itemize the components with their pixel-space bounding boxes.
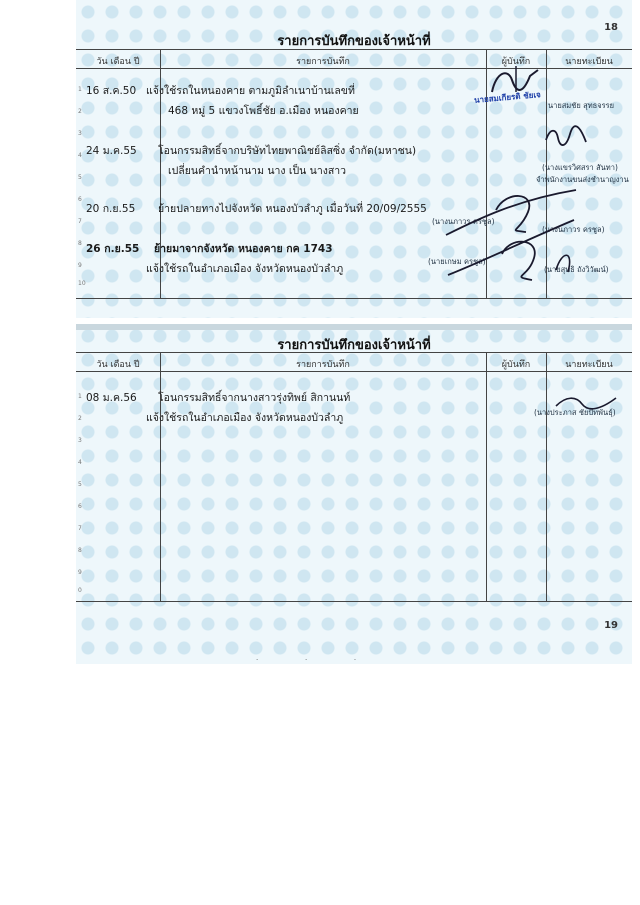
officer-note: (นายเกษม ครชูล) — [428, 257, 486, 266]
signature-1 — [486, 62, 546, 102]
entry-date: 20 ก.ย.55 — [86, 203, 136, 215]
header-recorder: ผู้บันทึก — [501, 57, 531, 67]
entry-line: โอนกรรมสิทธิ์จากนางสาวรุ่งทิพย์ สิกานนท์ — [158, 392, 351, 404]
entry-date: 24 ม.ค.55 — [86, 145, 137, 157]
officer-stamp: นายสมเกียรติ ชัยเจ — [473, 90, 542, 105]
entry-line: โอนกรรมสิทธิ์จากบริษัทไทยพาณิชย์ลิสซิ่ง จำกัด(มหาชน) — [158, 145, 417, 157]
header-date: วัน เดือน ปี — [96, 57, 140, 67]
entry-line: เปลี่ยนคำนำหน้านาม นาง เป็น นางสาว — [168, 165, 347, 177]
officer-note: (นางแขรวิศสรา สันทา) — [542, 163, 618, 172]
officer-note: (นางนภาวร ครชูล) — [432, 217, 495, 226]
entry-line: แจ้งใช้รถในหนองคาย ตามภูมิลำเนาบ้านเลขที่ — [146, 85, 355, 97]
entry-date: 26 ก.ย.55 — [86, 243, 140, 255]
record-table-bottom: วัน เดือน ปี รายการบันทึก ผู้บันทึก นายทะเบียน 1 2 3 4 5 6 7 8 9 0 08 ม.ค.56 โอนกรรมสิทธิ์จากนางสาวรุ่งทิพย์ สิกานนท์ แจ้งใช้รถในอำเภอเมือง จังหวัดหนองบัวลำภู (นางประภาส ชัยปัทพันธุ์) — [76, 352, 632, 602]
record-table-top: วัน เดือน ปี รายการบันทึก ผู้บันทึก นายทะเบียน 1 2 3 4 5 6 7 8 9 10 16 ส.ค.50 แจ้งใช้รถในหนองคาย ตามภูมิลำเนาบ้านเลขที่ 468 หมู่ 5 แขวงโพธิ์ชัย อ.เมือง หนองคาย 24 ม.ค.55 โอนกรรมสิทธิ์จากบริษัทไทยพาณิชย์ลิสซิ่ง จำกัด(มหาชน) เปลี่ยนคำนำหน้านาม นาง เป็น นางสาว 20 ก.ย.55 ย้ายปลายทางไปจังหวัด หนองบัวลำภู เมื่อวันที่ 20/09/2555 26 ก.ย.55 ย้ายมาจากจังหวัด หนองคาย กค 1743 แจ้งใช้รถในอำเภอเมือง จังหวัดหนองบัวลำภู นายสมเกียรติ ชัยเจ นายสมชัย สุทธจรรย (นางแขรวิศสรา สันทา) จำพนักงานขนส่งชำนาญงาน (นางนภาวร ครชูล) (นางนภาวร ครชูล) (นายเกษม ครชูล) (นายสุทธิ ถังวิวัฒน์) — [76, 49, 632, 299]
signature-2 — [542, 122, 592, 152]
entry-line: ย้ายปลายทางไปจังหวัด หนองบัวลำภู เมื่อวันที่ 20/09/2555 — [158, 203, 427, 215]
entry-line: ย้ายมาจากจังหวัด หนองคาย กค 1743 — [154, 243, 333, 255]
officer-note: (นายสุทธิ ถังวิวัฒน์) — [544, 265, 609, 274]
section-title-top: รายการบันทึกของเจ้าหน้าที่ — [277, 34, 431, 49]
header-entry: รายการบันทึก — [296, 360, 350, 370]
header-recorder: ผู้บันทึก — [501, 360, 531, 370]
officer-note: (นางนภาวร ครชูล) — [542, 225, 605, 234]
header-date: วัน เดือน ปี — [96, 360, 140, 370]
signature-4 — [552, 392, 622, 412]
record-page-bottom: รายการบันทึกของเจ้าหน้าที่ วัน เดือน ปี รายการบันทึก ผู้บันทึก นายทะเบียน 1 2 3 4 5 6 7 8 9 0 08 ม.ค.56 โอนกรรมสิทธิ์จากนางสาวรุ่งทิพย์ สิกานนท์ แจ้งใช้รถในอำเภอเมือง จังหวัดหนองบัวลำภู (นางประภาส ชัยปัทพันธุ์) 19 . . . — [76, 324, 632, 664]
entry-date: 08 ม.ค.56 — [86, 392, 137, 404]
header-registrar: นายทะเบียน — [565, 360, 613, 370]
section-title-bottom: รายการบันทึกของเจ้าหน้าที่ — [277, 338, 431, 353]
officer-note: จำพนักงานขนส่งชำนาญงาน — [536, 175, 629, 184]
registrar-name: นายสมชัย สุทธจรรย — [548, 101, 615, 110]
officer-note: (นางประภาส ชัยปัทพันธุ์) — [534, 408, 616, 417]
entry-line: แจ้งใช้รถในอำเภอเมือง จังหวัดหนองบัวลำภู — [146, 412, 344, 424]
entry-line: แจ้งใช้รถในอำเภอเมือง จังหวัดหนองบัวลำภู — [146, 263, 344, 275]
page-number-top: 18 — [604, 22, 618, 33]
header-entry: รายการบันทึก — [296, 57, 350, 67]
record-page-top — [76, 0, 632, 318]
header-registrar: นายทะเบียน — [565, 57, 613, 67]
entry-line: 468 หมู่ 5 แขวงโพธิ์ชัย อ.เมือง หนองคาย — [168, 105, 359, 117]
page-number-bottom: 19 — [604, 620, 618, 631]
signature-3 — [436, 180, 586, 290]
entry-date: 16 ส.ค.50 — [86, 85, 137, 97]
